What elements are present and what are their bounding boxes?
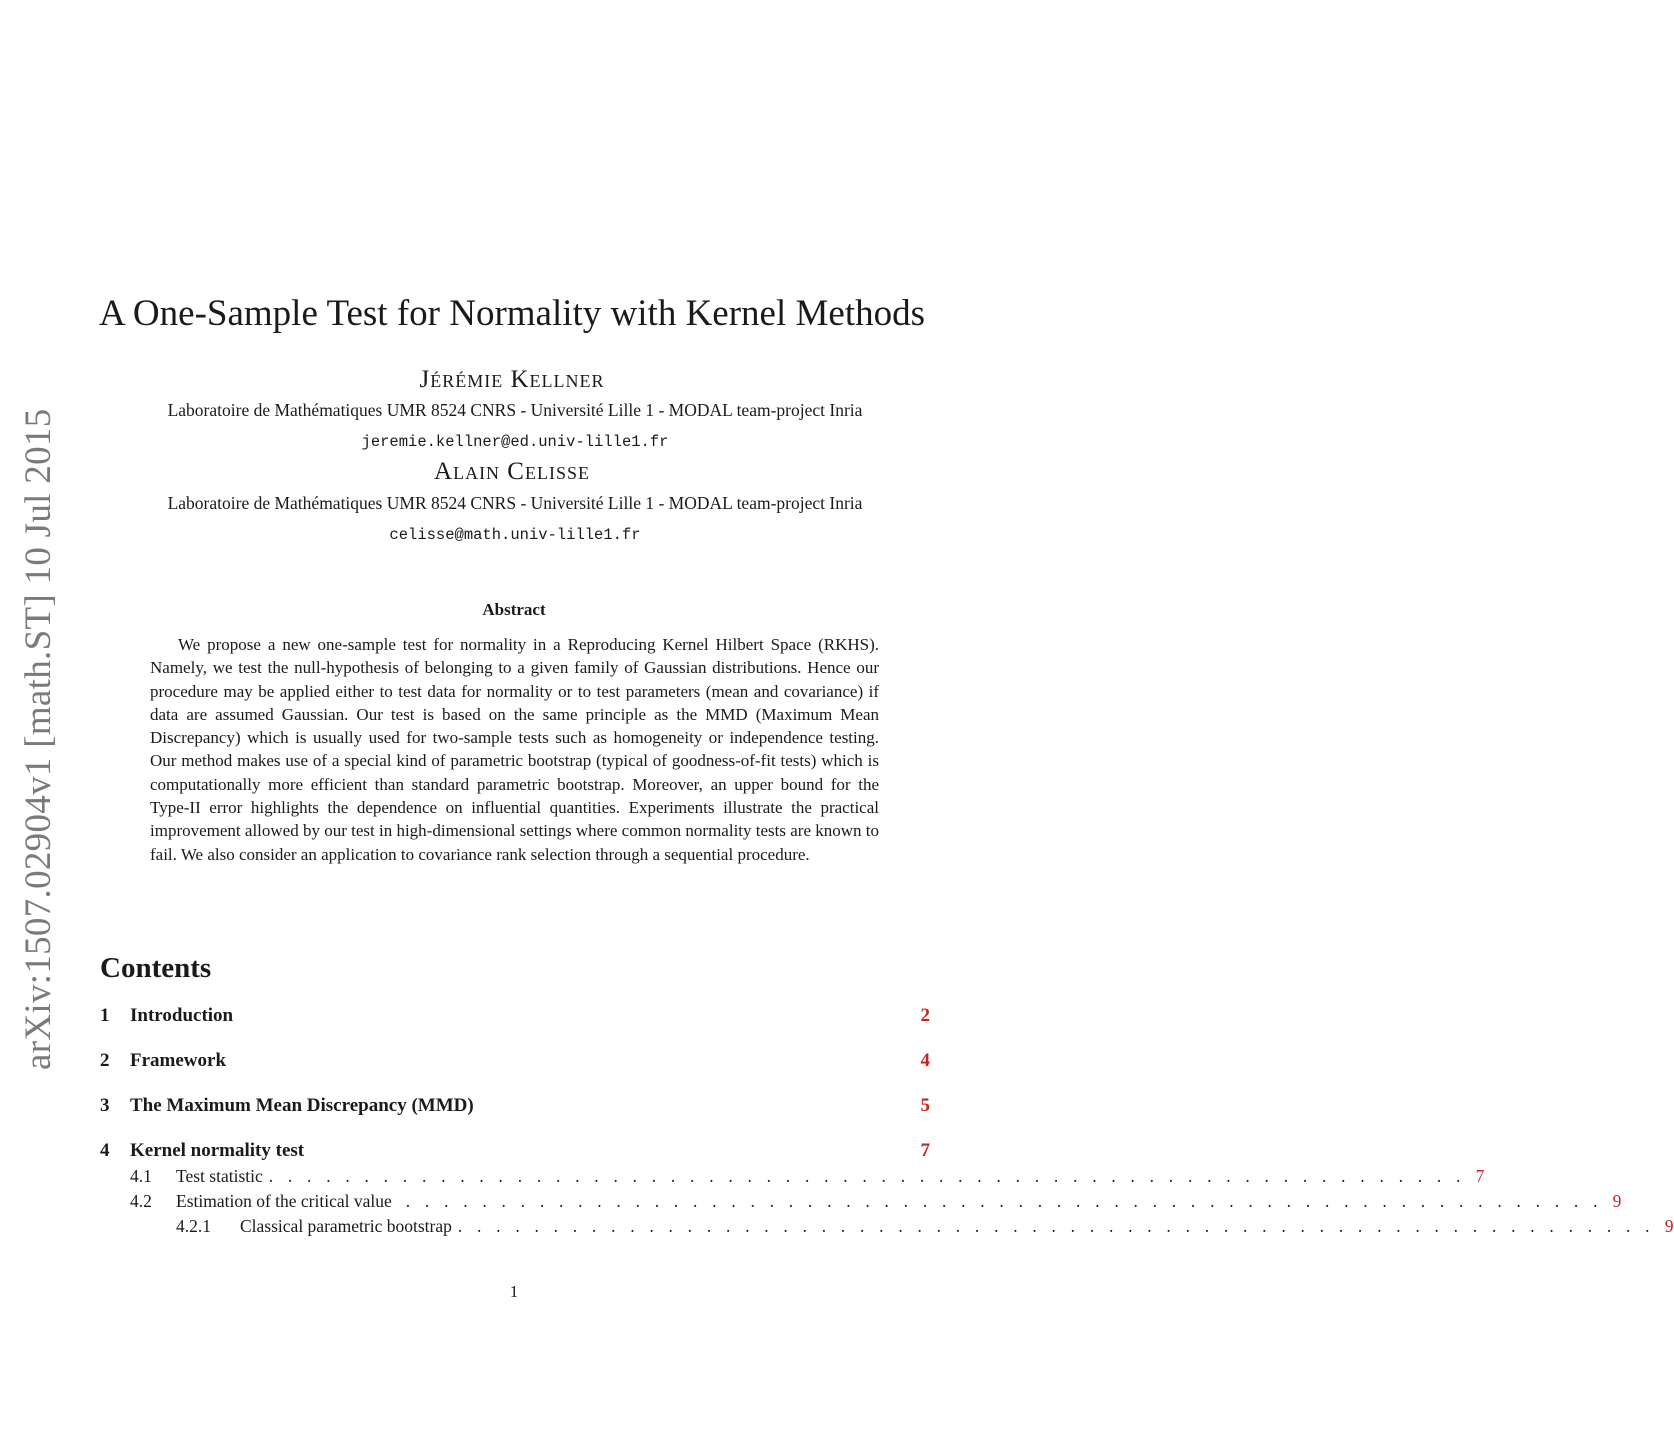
toc-title: Test statistic xyxy=(176,1166,263,1186)
toc-title: Kernel normality test xyxy=(130,1140,305,1161)
toc-page-link[interactable]: 9 xyxy=(1664,1216,1674,1236)
toc-entry-framework[interactable] xyxy=(100,1048,930,1074)
toc-number: 4.2.1 xyxy=(176,1216,211,1236)
toc-page-link[interactable]: 5 xyxy=(920,1095,930,1116)
toc-number: 2 xyxy=(100,1050,110,1071)
toc-entry-mmd[interactable] xyxy=(100,1093,930,1119)
toc-leader-dots: . . . . . . . . . . . . . . . . . . . . . . . . . . . . . . . . . . . . . . . . . . . . . . . . . . . . . . . . . . . . . . . xyxy=(457,1216,1655,1236)
author-email-2[interactable]: celisse@math.univ-lille1.fr xyxy=(389,526,641,544)
author-name-1: Jérémie Kellner xyxy=(419,366,605,393)
abstract-text: We propose a new one-sample test for normality in a Reproducing Kernel Hilbert Space (RKHS). Namely, we test the null-hypothesis of belonging to a given family of Gaussian distributions. Hence our procedure may be applied either to test data for normality or to test parameters (mean and covariance) if data are assumed Gaussian. Our test is based on the same principle as the MMD (Maximum Mean Discrepancy) which is usually used for two-sample tests such as homogeneity or independence testing. Our method makes use of a special kind of parametric bootstrap (typical of goodness-of-fit tests) which is computationally more efficient than standard parametric bootstrap. Moreover, an upper bound for the Type-II error highlights the dependence on influential quantities. Experiments illustrate the practical improvement allowed by our test in high-dimensional settings where common normality tests are known to fail. We also consider an application to covariance rank selection through a sequential procedure. xyxy=(150,635,879,864)
toc-number: 4.2 xyxy=(130,1191,152,1211)
toc-entry-introduction[interactable] xyxy=(100,1003,930,1029)
author-name-2: Alain Celisse xyxy=(434,458,590,485)
toc-title: Estimation of the critical value xyxy=(176,1191,392,1211)
author-affiliation-2: Laboratoire de Mathématiques UMR 8524 CNRS - Université Lille 1 - MODAL team-project Inria xyxy=(167,493,863,513)
toc-page-link[interactable]: 4 xyxy=(920,1050,930,1071)
author-email-1[interactable]: jeremie.kellner@ed.univ-lille1.fr xyxy=(361,433,669,451)
page-number: 1 xyxy=(509,1282,519,1301)
toc-entry-test-statistic[interactable] xyxy=(100,1163,1485,1189)
toc-entry-critical-value[interactable] xyxy=(100,1188,1622,1214)
toc-page-link[interactable]: 7 xyxy=(920,1140,930,1161)
toc-number: 4 xyxy=(100,1140,110,1161)
toc-leader-dots: . . . . . . . . . . . . . . . . . . . . . . . . . . . . . . . . . . . . . . . . . . . . . . . . . . . . . . . . . . . . . . . xyxy=(268,1166,1466,1186)
toc-title: Classical parametric bootstrap xyxy=(240,1216,452,1236)
contents-heading: Contents xyxy=(100,952,212,984)
arxiv-identifier-stamp: arXiv:1507.02904v1 [math.ST] 10 Jul 2015 xyxy=(18,408,59,1070)
toc-number: 1 xyxy=(100,1005,110,1026)
author-affiliation-1: Laboratoire de Mathématiques UMR 8524 CNRS - Université Lille 1 - MODAL team-project Inria xyxy=(167,400,863,420)
toc-page-link[interactable]: 9 xyxy=(1612,1191,1622,1211)
toc-title: The Maximum Mean Discrepancy (MMD) xyxy=(130,1095,474,1116)
toc-leader-dots: . . . . . . . . . . . . . . . . . . . . . . . . . . . . . . . . . . . . . . . . . . . . . . . . . . . . . . . . . . . . . . . xyxy=(405,1191,1603,1211)
toc-entry-classical-bootstrap[interactable] xyxy=(100,1213,1674,1239)
abstract-heading: Abstract xyxy=(482,600,546,619)
toc-page-link[interactable]: 7 xyxy=(1475,1166,1485,1186)
paper-title: A One-Sample Test for Normality with Kernel Methods xyxy=(99,293,925,334)
toc-page-link[interactable]: 2 xyxy=(920,1005,930,1026)
toc-title: Framework xyxy=(130,1050,227,1071)
toc-number: 4.1 xyxy=(130,1166,152,1186)
toc-entry-kernel-normality-test[interactable] xyxy=(100,1138,930,1164)
toc-number: 3 xyxy=(100,1095,110,1116)
toc-title: Introduction xyxy=(130,1005,234,1026)
